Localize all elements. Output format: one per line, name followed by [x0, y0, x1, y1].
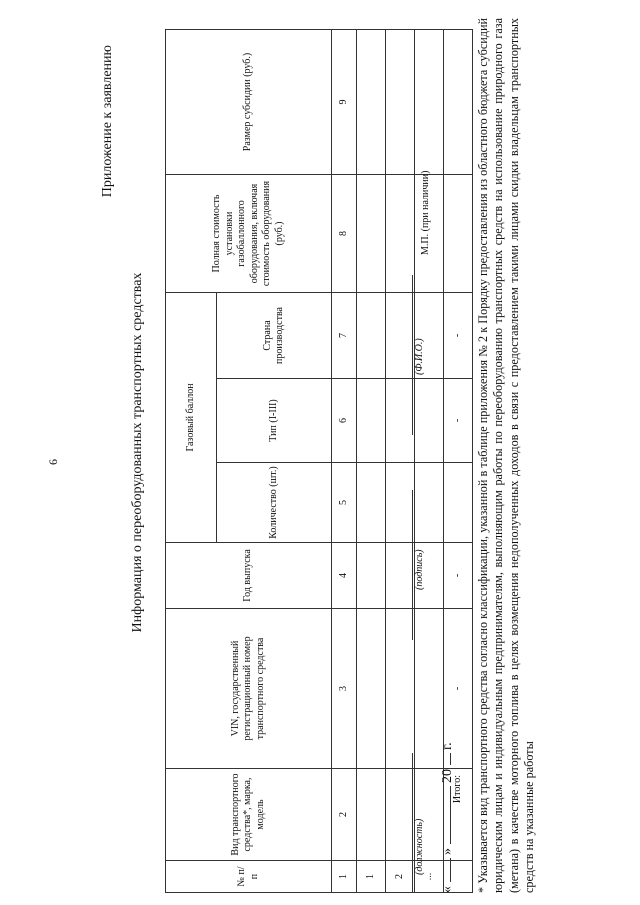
footnote: * Указывается вид транспортного средства согласно классификации, указанной в таблице приложения № 2 к Порядку предоставления из областного бюджета субсидий юридическим лицам и индивидуальным предпринимателям, выполняющим работы по переоборудованию транспортных средств на использование природного газа (метана) в качестве моторного топлива в целях возмещения недополученных доходов в связи с предоставлением такими лицами скидки владельцам транспортных средств на указанные работы	[476, 18, 537, 893]
row-number: 2	[386, 861, 415, 893]
page-number: 6	[46, 459, 60, 465]
header-qty: Количество (шт.)	[217, 463, 332, 543]
header-row-1	[166, 29, 217, 892]
total-type: -	[444, 379, 473, 463]
signature-caption: (подпись)	[414, 549, 425, 590]
total-year: -	[444, 543, 473, 609]
header-cost: Полная стоимость установки газобаллонного оборудования, включая стоимость оборудования (руб.)	[166, 174, 332, 292]
row-number: ...	[415, 861, 444, 893]
table-row	[357, 29, 386, 892]
column-number: 4	[332, 543, 357, 609]
position-caption: (должность)	[414, 818, 425, 875]
total-vin: -	[444, 609, 473, 769]
total-label: Итого:	[444, 769, 473, 861]
signature-line	[412, 490, 413, 640]
header-type: Тип (I-III)	[217, 379, 332, 463]
date-open-quote: «	[440, 886, 455, 893]
header-cylinder: Газовый баллон	[166, 292, 217, 542]
column-number: 3	[332, 609, 357, 769]
date-close-quote: »	[440, 848, 455, 855]
position-line	[412, 753, 413, 893]
stamp-label: М.П. (при наличии)	[420, 170, 431, 255]
table-row	[386, 29, 415, 892]
footnote-rule	[472, 713, 473, 893]
column-number: 9	[332, 29, 357, 174]
header-kind: Вид транспортного средства*, марка, модель	[166, 769, 332, 861]
total-country: -	[444, 292, 473, 378]
header-country: Страна производства	[217, 292, 332, 378]
document-title: Информация о переоборудованных транспортных средствах	[130, 272, 145, 633]
appendix-title: Приложение к заявлению	[100, 45, 115, 198]
name-caption: (Ф.И.О.)	[414, 338, 425, 375]
name-line	[412, 275, 413, 435]
column-number: 8	[332, 174, 357, 292]
header-num: № п/п	[166, 861, 332, 893]
column-number: 2	[332, 769, 357, 861]
column-number: 5	[332, 463, 357, 543]
vehicles-table	[165, 29, 473, 893]
column-number-row	[332, 29, 357, 892]
row-number: 1	[357, 861, 386, 893]
header-year: Год выпуска	[166, 543, 332, 609]
column-number: 1	[332, 861, 357, 893]
date-line	[440, 742, 456, 893]
header-vin: VIN, государственный регистрационный номер транспортного средства	[166, 609, 332, 769]
column-number: 6	[332, 379, 357, 463]
date-year-suffix: г.	[440, 742, 455, 750]
column-number: 7	[332, 292, 357, 378]
date-century: 20	[440, 769, 455, 783]
header-subsidy: Размер субсидии (руб.)	[166, 29, 332, 174]
